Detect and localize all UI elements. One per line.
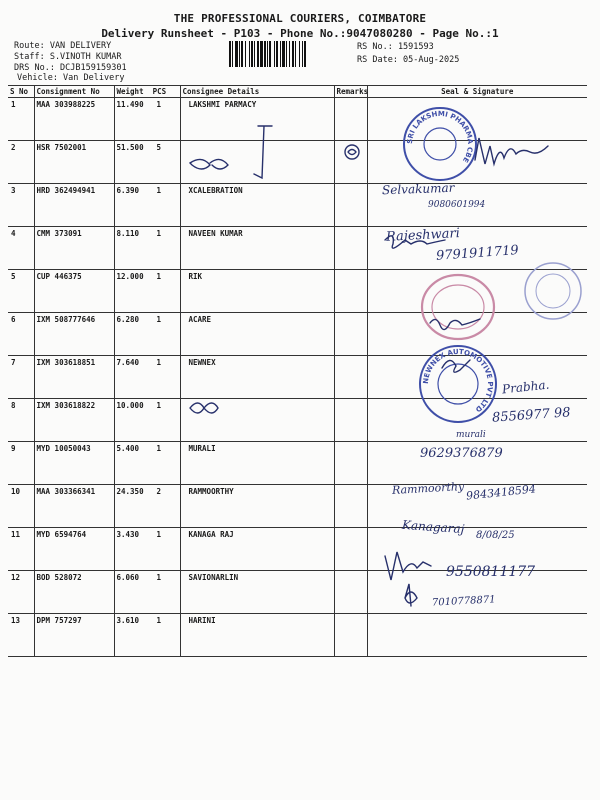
cell-weight-pcs — [114, 356, 180, 399]
cell-consignee: LAKSHMI PARMACY — [180, 98, 334, 141]
barcode-bar — [276, 41, 278, 67]
cell-consignee — [180, 399, 334, 442]
cell-pcs: 1 — [156, 401, 162, 410]
phone-row8: 8556977 98 — [491, 405, 572, 426]
cell-consignee: RIK — [180, 270, 334, 313]
cell-signature — [367, 141, 587, 184]
cell-remarks — [334, 227, 367, 270]
newnex-stamp-text: NEWNEX AUTOMOTIVE PVT LTD — [421, 347, 495, 414]
cell-weight-pcs — [114, 313, 180, 356]
col-sno: S No — [8, 86, 34, 98]
cell-consignment: MAA 303366341 — [34, 485, 114, 528]
cell-consignment: IXM 508777646 — [34, 313, 114, 356]
cell-remarks — [334, 571, 367, 614]
signature-row3: Selvakumar — [381, 180, 455, 198]
signature-row11: Kanagaraj — [401, 517, 465, 537]
cell-remarks — [334, 399, 367, 442]
cell-remarks — [334, 184, 367, 227]
phone-row3: 9080601994 — [428, 200, 486, 210]
barcode-bar — [229, 41, 231, 67]
cell-sno: 13 — [8, 614, 34, 657]
cell-weight: 3.430 — [116, 530, 140, 539]
table-header-row — [8, 86, 587, 98]
barcode-bar — [232, 41, 233, 67]
cell-weight: 6.280 — [116, 315, 140, 324]
cell-weight: 24.350 — [116, 487, 144, 496]
cell-consignee: NAVEEN KUMAR — [180, 227, 334, 270]
cell-consignment: MYD 6594764 — [34, 528, 114, 571]
cell-weight: 3.610 — [116, 616, 140, 625]
signature-row9: murali — [456, 430, 486, 440]
cell-consignment: CUP 446375 — [34, 270, 114, 313]
barcode-bar — [292, 41, 294, 67]
rs-info — [357, 41, 459, 67]
cell-consignment: BOD 528072 — [34, 571, 114, 614]
signature-row4: Rajeshwari — [385, 226, 461, 245]
barcode-bar — [260, 41, 263, 67]
cell-weight-pcs — [114, 399, 180, 442]
cell-sno: 5 — [8, 270, 34, 313]
cell-pcs: 5 — [156, 143, 162, 152]
vehicle-label: Vehicle: Van Delivery — [17, 73, 125, 83]
cell-remarks — [334, 528, 367, 571]
cell-weight-pcs — [114, 571, 180, 614]
cell-consignment: MYD 10050043 — [34, 442, 114, 485]
cell-weight-pcs — [114, 141, 180, 184]
cell-weight: 51.500 — [116, 143, 144, 152]
barcode-bar — [249, 41, 250, 67]
table-row — [8, 313, 587, 356]
barcode — [228, 41, 348, 67]
barcode-bar — [286, 41, 287, 67]
cell-sno: 6 — [8, 313, 34, 356]
cell-consignee: RAMMOORTHY — [180, 485, 334, 528]
col-weight-pcs: Weight PCS — [114, 86, 180, 98]
barcode-bar — [280, 41, 281, 67]
barcode-bar — [257, 41, 259, 67]
cell-weight: 11.490 — [116, 100, 144, 109]
cell-weight: 10.000 — [116, 401, 144, 410]
cell-consignment: MAA 303988225 — [34, 98, 114, 141]
barcode-bar — [269, 41, 271, 67]
cell-weight-pcs — [114, 485, 180, 528]
barcode-bar — [302, 41, 303, 67]
cell-signature — [367, 270, 587, 313]
cell-sno: 8 — [8, 399, 34, 442]
table-row — [8, 270, 587, 313]
barcode-bar — [245, 41, 246, 67]
table-row — [8, 141, 587, 184]
barcode-bar — [289, 41, 290, 67]
cell-consignment: DPM 757297 — [34, 614, 114, 657]
phone-row12: 9550811177 — [446, 564, 536, 580]
barcode-bar — [295, 41, 296, 67]
cell-consignee: HARINI — [180, 614, 334, 657]
staff-label: Staff: S.VINOTH KUMAR — [14, 52, 122, 62]
cell-pcs: 1 — [156, 573, 162, 582]
cell-weight: 6.390 — [116, 186, 140, 195]
cell-consignment: IXM 303618851 — [34, 356, 114, 399]
cell-weight-pcs — [114, 614, 180, 657]
cell-weight-pcs — [114, 442, 180, 485]
cell-signature — [367, 313, 587, 356]
cell-sno: 2 — [8, 141, 34, 184]
col-remarks: Remarks — [334, 86, 367, 98]
cell-sno: 7 — [8, 356, 34, 399]
drs-number: DRS No.: DCJB159159301 — [14, 63, 127, 73]
col-consignee: Consignee Details — [180, 86, 334, 98]
cell-remarks — [334, 485, 367, 528]
barcode-bar — [251, 41, 253, 67]
cell-remarks — [334, 356, 367, 399]
cell-sno: 3 — [8, 184, 34, 227]
barcode-bar — [304, 41, 306, 67]
cell-weight-pcs — [114, 184, 180, 227]
cell-consignment: IXM 303618822 — [34, 399, 114, 442]
phone-row4: 9791911719 — [435, 243, 520, 264]
barcode-bar — [235, 41, 238, 67]
cell-consignee — [180, 141, 334, 184]
cell-signature — [367, 356, 587, 399]
phone-row10: 9843418594 — [465, 482, 537, 503]
cell-remarks — [334, 614, 367, 657]
date-row11: 8/08/25 — [476, 530, 515, 541]
barcode-bar — [274, 41, 275, 67]
cell-pcs: 1 — [156, 358, 162, 367]
cell-consignment: HRD 362494941 — [34, 184, 114, 227]
pharmacy-stamp-text: SRI LAKSHMI PHARMA CBE — [405, 109, 475, 164]
cell-sno: 1 — [8, 98, 34, 141]
cell-pcs: 1 — [156, 530, 162, 539]
cell-consignment: HSR 7502001 — [34, 141, 114, 184]
cell-weight-pcs — [114, 270, 180, 313]
cell-consignee: SAVIONARLIN — [180, 571, 334, 614]
phone-row9: 9629376879 — [420, 446, 503, 461]
barcode-bar — [239, 41, 240, 67]
cell-pcs: 1 — [156, 444, 162, 453]
cell-consignee: KANAGA RAJ — [180, 528, 334, 571]
signature-row7: Prabha. — [501, 377, 550, 397]
cell-weight: 12.000 — [116, 272, 144, 281]
cell-consignee: NEWNEX — [180, 356, 334, 399]
cell-weight-pcs — [114, 98, 180, 141]
cell-consignment: CMM 373091 — [34, 227, 114, 270]
cell-sno: 12 — [8, 571, 34, 614]
cell-sno: 11 — [8, 528, 34, 571]
rs-number: RS No.: 1591593 — [357, 42, 434, 52]
route-label: Route: VAN DELIVERY — [14, 41, 112, 51]
cell-sno: 4 — [8, 227, 34, 270]
cell-remarks — [334, 442, 367, 485]
col-consignment: Consignment No — [34, 86, 114, 98]
table-row — [8, 356, 587, 399]
col-seal-signature: Seal & Signature — [367, 86, 587, 98]
cell-pcs: 1 — [156, 272, 162, 281]
cell-pcs: 1 — [156, 186, 162, 195]
rs-date: RS Date: 05-Aug-2025 — [357, 55, 460, 65]
barcode-bar — [264, 41, 266, 67]
cell-signature — [367, 614, 587, 657]
runsheet-subtitle: Delivery Runsheet - P103 - Phone No.:9047080280 - Page No.:1 — [101, 27, 499, 40]
barcode-bar — [267, 41, 268, 67]
cell-weight: 6.060 — [116, 573, 140, 582]
cell-pcs: 1 — [156, 616, 162, 625]
cell-consignee: XCALEBRATION — [180, 184, 334, 227]
cell-pcs: 1 — [156, 229, 162, 238]
cell-consignee: ACARE — [180, 313, 334, 356]
cell-sno: 10 — [8, 485, 34, 528]
cell-pcs: 1 — [156, 100, 162, 109]
cell-pcs: 2 — [156, 487, 162, 496]
cell-remarks — [334, 313, 367, 356]
table-row — [8, 98, 587, 141]
table-row — [8, 184, 587, 227]
cell-signature — [367, 98, 587, 141]
cell-remarks — [334, 270, 367, 313]
cell-remarks — [334, 98, 367, 141]
cell-sno: 9 — [8, 442, 34, 485]
cell-weight: 7.640 — [116, 358, 140, 367]
phone-row13: 7010778871 — [431, 594, 496, 609]
barcode-bar — [282, 41, 285, 67]
barcode-bar — [241, 41, 243, 67]
cell-weight: 8.110 — [116, 229, 140, 238]
cell-consignee: MURALI — [180, 442, 334, 485]
cell-weight-pcs — [114, 227, 180, 270]
cell-remarks — [334, 141, 367, 184]
cell-weight-pcs — [114, 528, 180, 571]
company-title: THE PROFESSIONAL COURIERS, COIMBATORE — [173, 12, 427, 25]
table-row — [8, 614, 587, 657]
signature-row10: Rammoorthy — [391, 480, 465, 497]
cell-weight: 5.400 — [116, 444, 140, 453]
cell-pcs: 1 — [156, 315, 162, 324]
barcode-bar — [254, 41, 255, 67]
barcode-bar — [299, 41, 300, 67]
